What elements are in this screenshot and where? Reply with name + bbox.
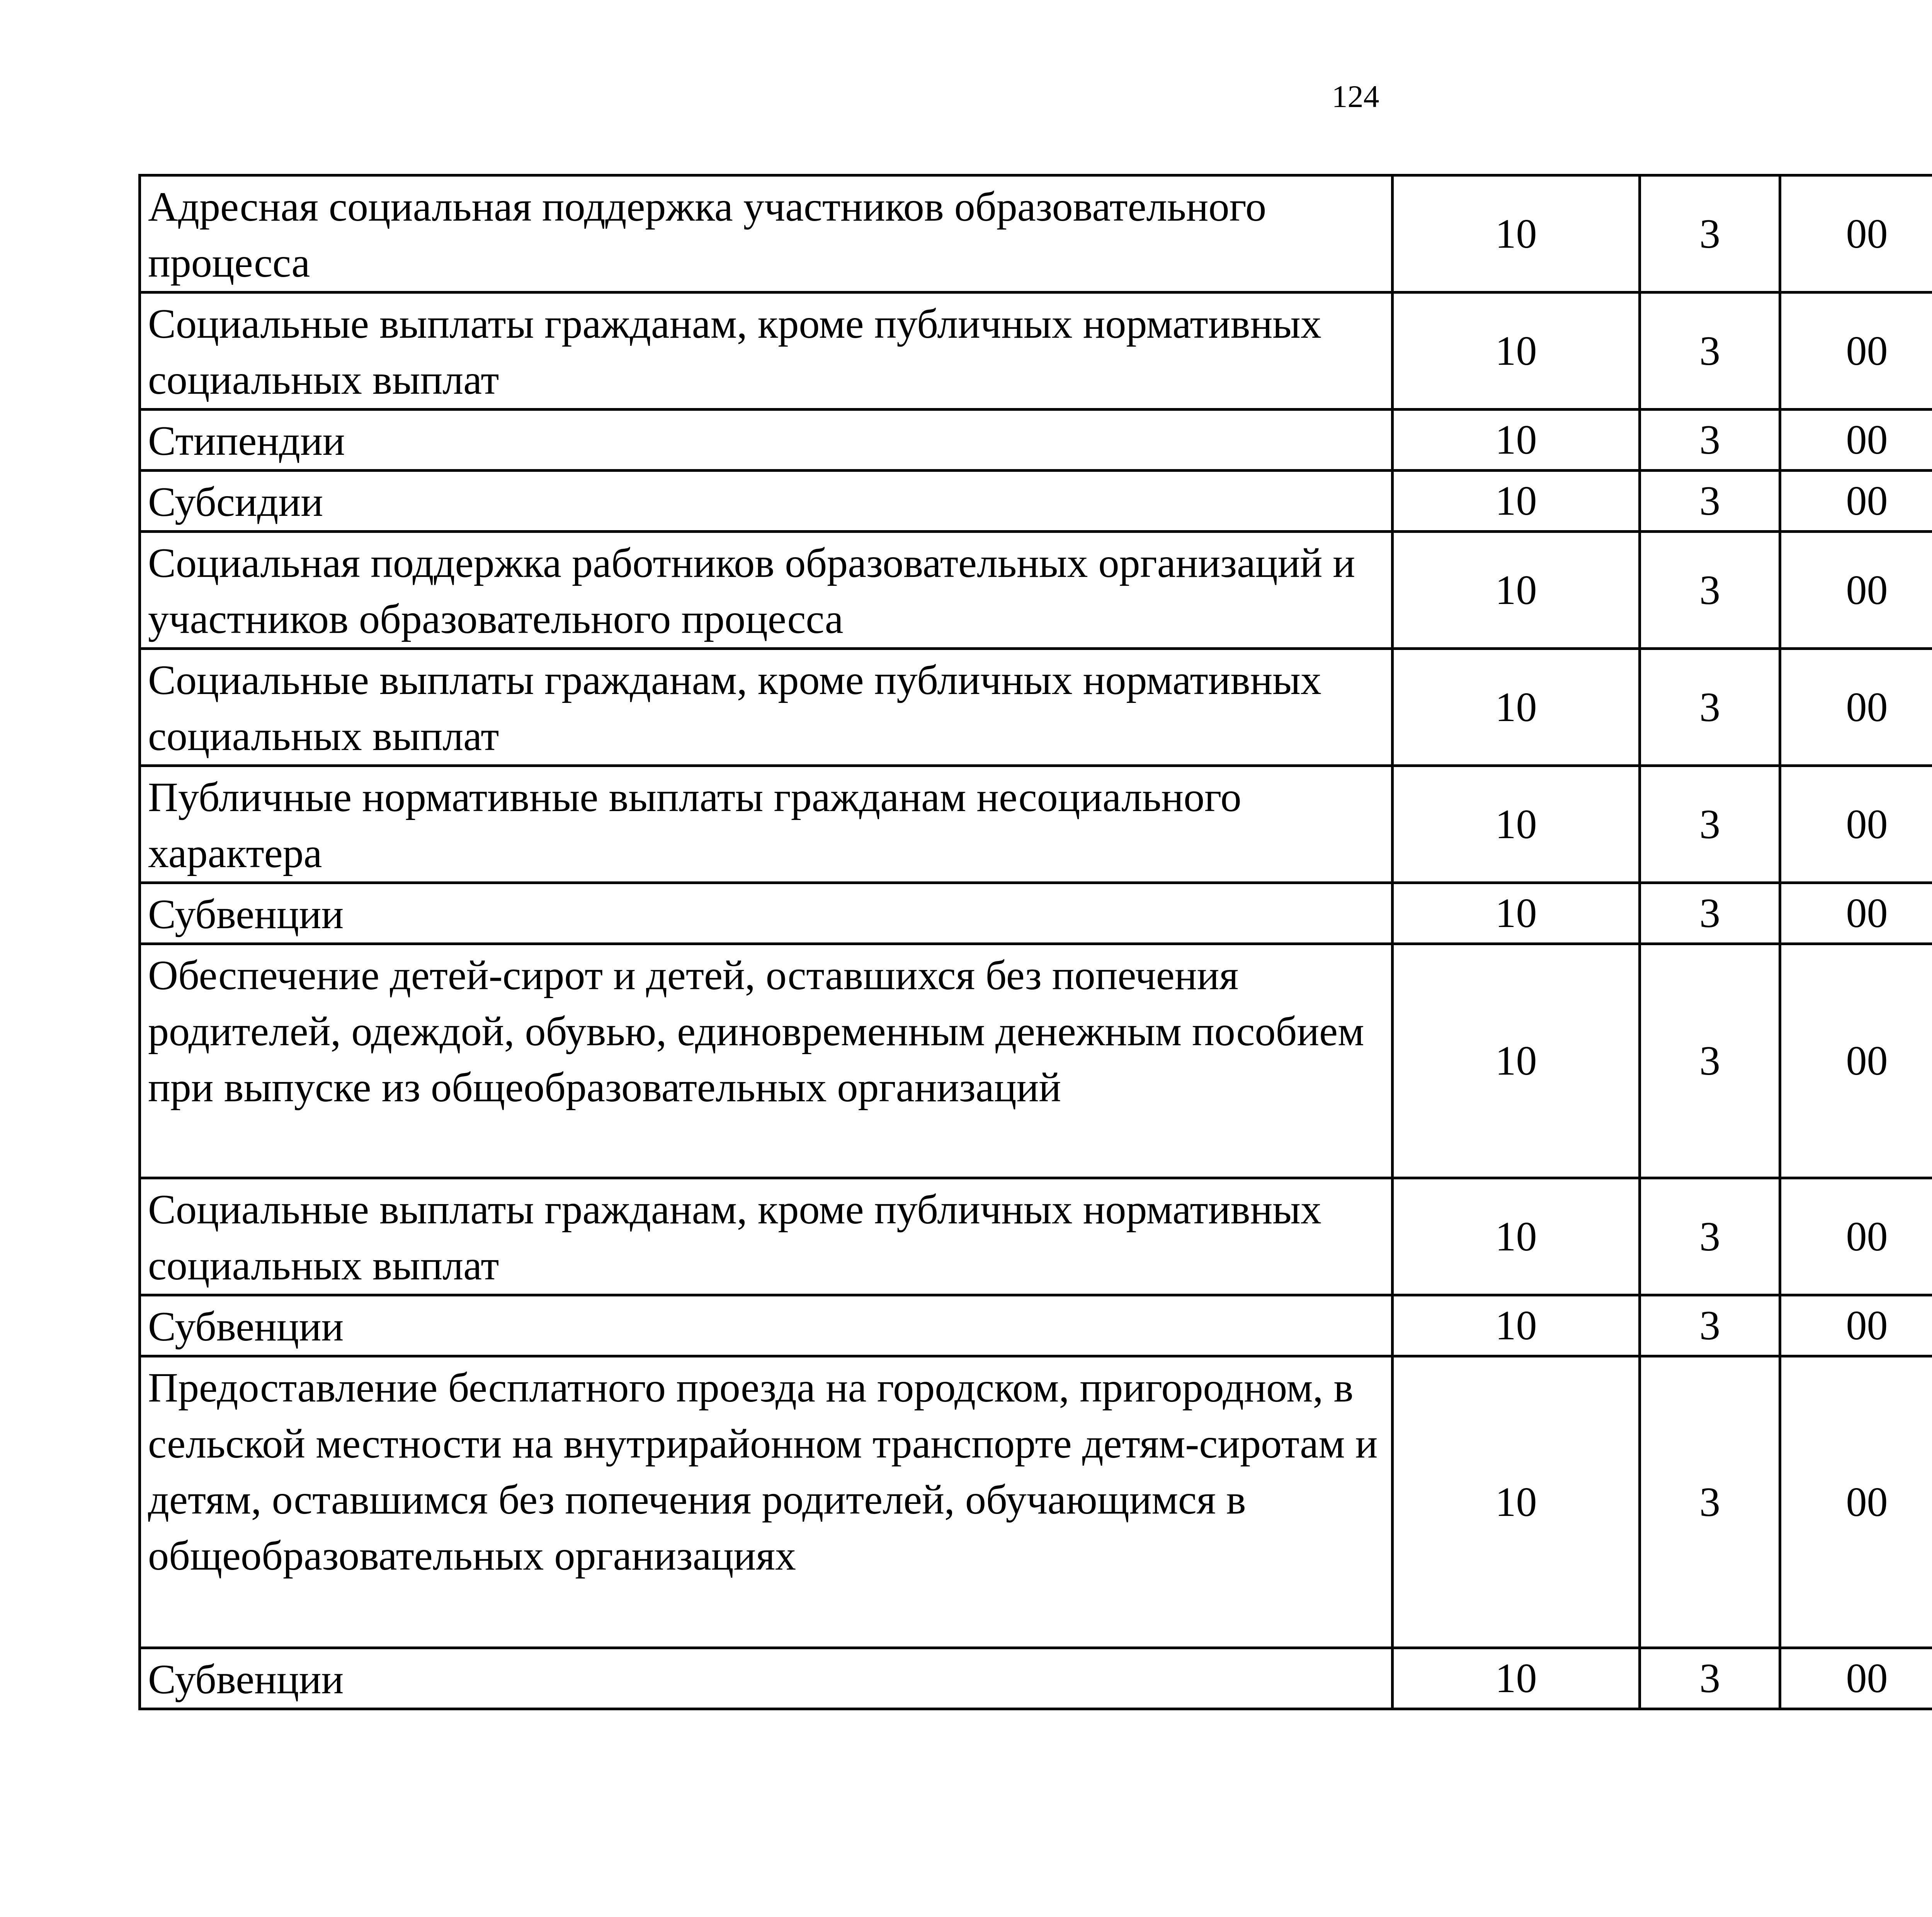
row-name: Субсидии [140,471,1393,532]
program-code: 00 [1780,766,1932,883]
section-code: 10 [1393,1178,1640,1295]
section-code: 10 [1393,1648,1640,1709]
section-code: 10 [1393,883,1640,944]
section-code: 10 [1393,410,1640,471]
row-name: Социальные выплаты гражданам, кроме публичных нормативных социальных выплат [140,1178,1393,1295]
subsection-code: 3 [1640,1178,1780,1295]
row-name: Обеспечение детей-сирот и детей, оставшихся без попечения родителей, одеждой, обувью, единовременным денежным пособием при выпуске из общеобразовательных организаций [140,944,1393,1178]
subsection-code: 3 [1640,293,1780,410]
section-code: 10 [1393,649,1640,766]
program-code: 00 [1780,1295,1932,1356]
row-name: Адресная социальная поддержка участников образовательного процесса [140,175,1393,293]
section-code: 10 [1393,766,1640,883]
table-row [140,1648,1932,1709]
section-code: 10 [1393,175,1640,293]
section-code: 10 [1393,1356,1640,1648]
subsection-code: 3 [1640,1356,1780,1648]
subsection-code: 3 [1640,1295,1780,1356]
table-row [140,1178,1932,1295]
section-code: 10 [1393,1295,1640,1356]
subsection-code: 3 [1640,175,1780,293]
table-row [140,883,1932,944]
row-name: Субвенции [140,1295,1393,1356]
section-code: 10 [1393,532,1640,649]
budget-table [138,174,1932,1710]
subsection-code: 3 [1640,766,1780,883]
table-row [140,766,1932,883]
subsection-code: 3 [1640,649,1780,766]
program-code: 00 [1780,944,1932,1178]
section-code: 10 [1393,944,1640,1178]
program-code: 00 [1780,471,1932,532]
row-name: Субвенции [140,1648,1393,1709]
program-code: 00 [1780,649,1932,766]
subsection-code: 3 [1640,471,1780,532]
table-row [140,471,1932,532]
section-code: 10 [1393,293,1640,410]
program-code: 00 [1780,1356,1932,1648]
row-name: Социальные выплаты гражданам, кроме публичных нормативных социальных выплат [140,293,1393,410]
program-code: 00 [1780,883,1932,944]
table-row [140,1356,1932,1648]
table-row [140,1295,1932,1356]
section-code: 10 [1393,471,1640,532]
table-row [140,410,1932,471]
table-row [140,175,1932,293]
row-name: Социальные выплаты гражданам, кроме публичных нормативных социальных выплат [140,649,1393,766]
subsection-code: 3 [1640,1648,1780,1709]
program-code: 00 [1780,1178,1932,1295]
program-code: 00 [1780,1648,1932,1709]
table-row [140,293,1932,410]
subsection-code: 3 [1640,944,1780,1178]
table-row [140,532,1932,649]
row-name: Стипендии [140,410,1393,471]
page-number: 124 [1332,79,1379,114]
row-name: Социальная поддержка работников образовательных организаций и участников образовательного процесса [140,532,1393,649]
table-row [140,944,1932,1178]
subsection-code: 3 [1640,410,1780,471]
row-name: Субвенции [140,883,1393,944]
table-row [140,649,1932,766]
program-code: 00 [1780,532,1932,649]
subsection-code: 3 [1640,883,1780,944]
row-name: Предоставление бесплатного проезда на городском, пригородном, в сельской местности на внутрирайонном транспорте детям-сиротам и детям, оставшимся без попечения родителей, обучающимся в общеобразовательных организациях [140,1356,1393,1648]
program-code: 00 [1780,293,1932,410]
program-code: 00 [1780,175,1932,293]
row-name: Публичные нормативные выплаты гражданам несоциального характера [140,766,1393,883]
subsection-code: 3 [1640,532,1780,649]
program-code: 00 [1780,410,1932,471]
